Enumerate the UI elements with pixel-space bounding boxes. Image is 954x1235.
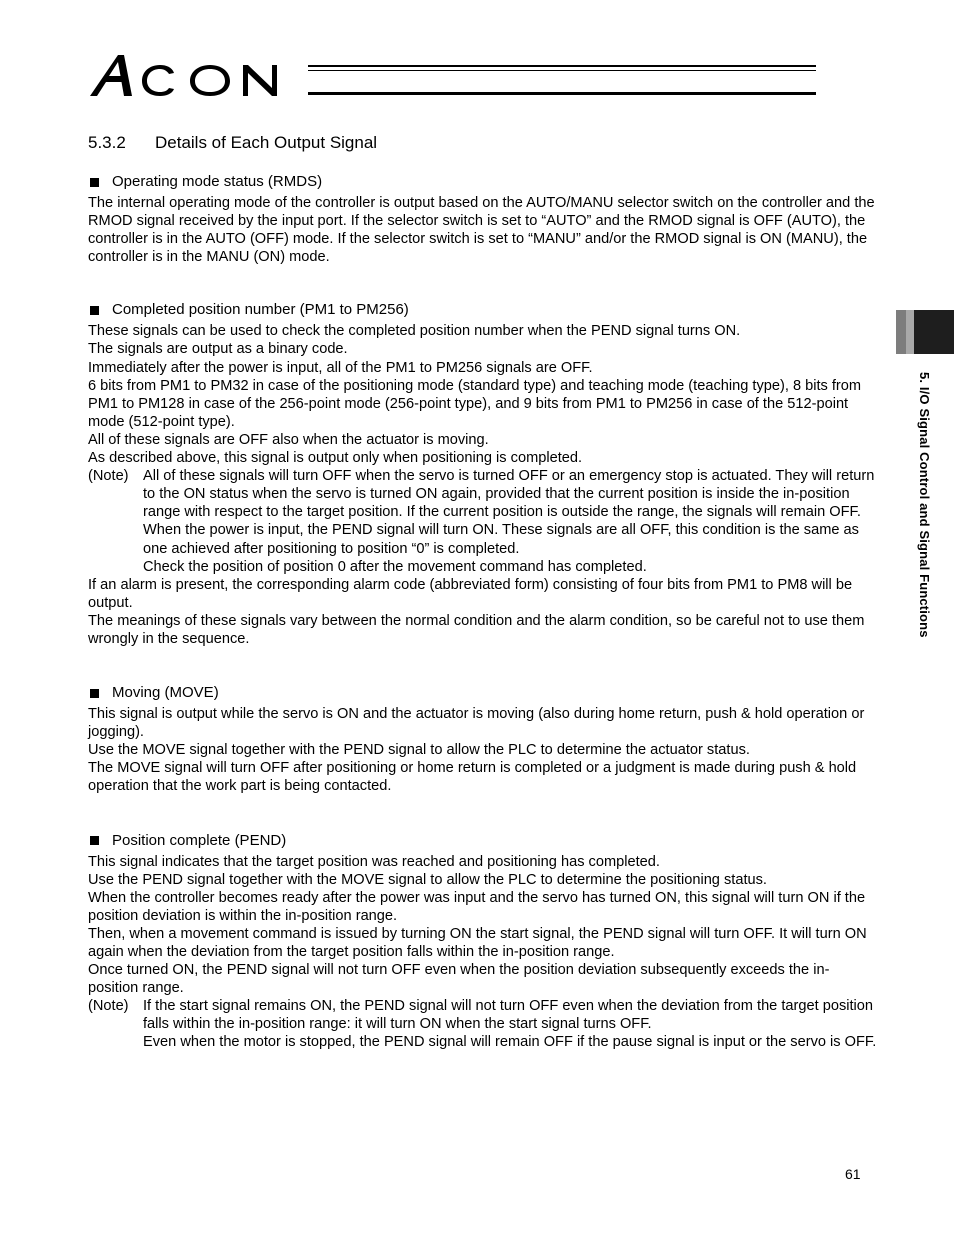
header-rule-top (308, 65, 816, 67)
paragraph: Use the PEND signal together with the MOVE signal to allow the PLC to determine the positioning status. (88, 871, 767, 888)
section-title: Details of Each Output Signal (155, 133, 378, 152)
chapter-tab-shade-dark (896, 310, 906, 354)
paragraph: Then, when a movement command is issued by turning ON the start signal, the PEND signal will turn OFF. It will turn ON again when the deviation from the target position falls within the in-position range. (88, 925, 867, 960)
note-body (143, 467, 878, 576)
paragraph: As described above, this signal is output only when positioning is completed. (88, 450, 583, 467)
paragraph: Immediately after the power is input, all of the PM1 to PM256 signals are OFF. (88, 359, 593, 376)
subsection-title (88, 301, 878, 319)
subsection-rmds (88, 173, 878, 266)
page-number: 61 (845, 1166, 861, 1182)
paragraph: This signal is output while the servo is ON and the actuator is moving (also during home return, push & hold operation or jogging). (88, 706, 865, 741)
note-line: Even when the motor is stopped, the PEND signal will remain OFF if the pause signal is input or the servo is OFF. (143, 1034, 877, 1051)
subsection-move (88, 684, 878, 795)
chapter-tab-shade-light (906, 310, 914, 354)
note-line: Check the position of position 0 after the movement command has completed. (143, 558, 647, 575)
note-label: (Note) (88, 998, 129, 1015)
note-label: (Note) (88, 468, 129, 485)
paragraph: The signals are output as a binary code. (88, 341, 348, 358)
chapter-tab (896, 310, 954, 354)
note-line: If the start signal remains ON, the PEND signal will not turn OFF even when the deviation from the target position falls within the in-position range: it will turn ON when the start signal turns OFF. (143, 998, 874, 1033)
paragraph: Once turned ON, the PEND signal will not turn OFF even when the position deviation subsequently exceeds the in-position range. (88, 962, 830, 997)
note-line: When the power is input, the PEND signal will turn ON. These signals are all OFF, this condition is the same as one achieved after positioning to position “0” is completed. (143, 522, 859, 557)
subsection-pm (88, 301, 878, 648)
subsection-title-text: Position complete (PEND) (112, 831, 287, 849)
note-block (88, 467, 878, 576)
subsection-title-text: Completed position number (PM1 to PM256) (112, 301, 409, 319)
paragraph: If an alarm is present, the corresponding alarm code (abbreviated form) consisting of four bits from PM1 to PM8 will be output. (88, 576, 853, 611)
square-bullet-icon (90, 836, 99, 845)
note-line: All of these signals will turn OFF when the servo is turned OFF or an emergency stop is actuated. They will return to the ON status when the servo is turned ON again, provided that the current position is inside the in-position range with respect to the target position. If the current position is outside the range, the signals will remain OFF. (143, 468, 875, 521)
header-rule-bottom (308, 92, 816, 95)
section-heading (88, 133, 878, 153)
paragraph: The internal operating mode of the controller is output based on the AUTO/MANU selector switch on the controller and the RMOD signal received by the input port. If the selector switch is set to “AUTO” and the RMOD signal is OFF (AUTO), the controller is in the AUTO (OFF) mode. If the selector switch is set to “MANU” and/or the RMOD signal is ON (MANU), the controller is in the MANU (ON) mode. (88, 195, 875, 266)
note-body (143, 997, 878, 1051)
paragraph: All of these signals are OFF also when the actuator is moving. (88, 431, 489, 448)
subsection-title-text: Operating mode status (RMDS) (112, 173, 323, 190)
paragraph: These signals can be used to check the completed position number when the PEND signal turns ON. (88, 323, 741, 340)
paragraph: Use the MOVE signal together with the PEND signal to allow the PLC to determine the actuator status. (88, 742, 750, 759)
acon-logo (88, 52, 318, 98)
header-rule-middle (308, 70, 816, 71)
square-bullet-icon (90, 306, 99, 315)
paragraph: This signal indicates that the target position was reached and positioning has completed. (88, 853, 660, 870)
paragraph: When the controller becomes ready after the power was input and the servo has turned ON, this signal will turn ON if the position deviation is within the in-position range. (88, 889, 866, 924)
chapter-label-text: 5. I/O Signal Control and Signal Functions (917, 372, 932, 638)
subsection-title (88, 684, 878, 702)
paragraph: 6 bits from PM1 to PM32 in case of the positioning mode (standard type) and teaching mode (teaching type), 8 bits from PM1 to PM128 in case of the 256-point mode (256-point type), and 9 bits from PM1 to PM256 in case of the 512-point mode (512-point type). (88, 377, 862, 430)
acon-logo-mark (88, 52, 318, 98)
paragraph: The meanings of these signals vary between the normal condition and the alarm condition, so be careful not to use them wrongly in the sequence. (88, 612, 865, 647)
chapter-label (917, 372, 937, 692)
main-content (88, 133, 878, 1052)
subsection-pend (88, 832, 878, 1052)
subsection-title (88, 832, 878, 850)
paragraph: The MOVE signal will turn OFF after positioning or home return is completed or a judgment is made during push & hold operation that the work part is being contacted. (88, 760, 857, 795)
note-block (88, 997, 878, 1051)
square-bullet-icon (90, 689, 99, 698)
subsection-title-text: Moving (MOVE) (112, 684, 219, 702)
section-number: 5.3.2 (88, 133, 126, 152)
subsection-title (88, 173, 878, 191)
chapter-tab-block (914, 310, 954, 354)
square-bullet-icon (90, 178, 99, 187)
